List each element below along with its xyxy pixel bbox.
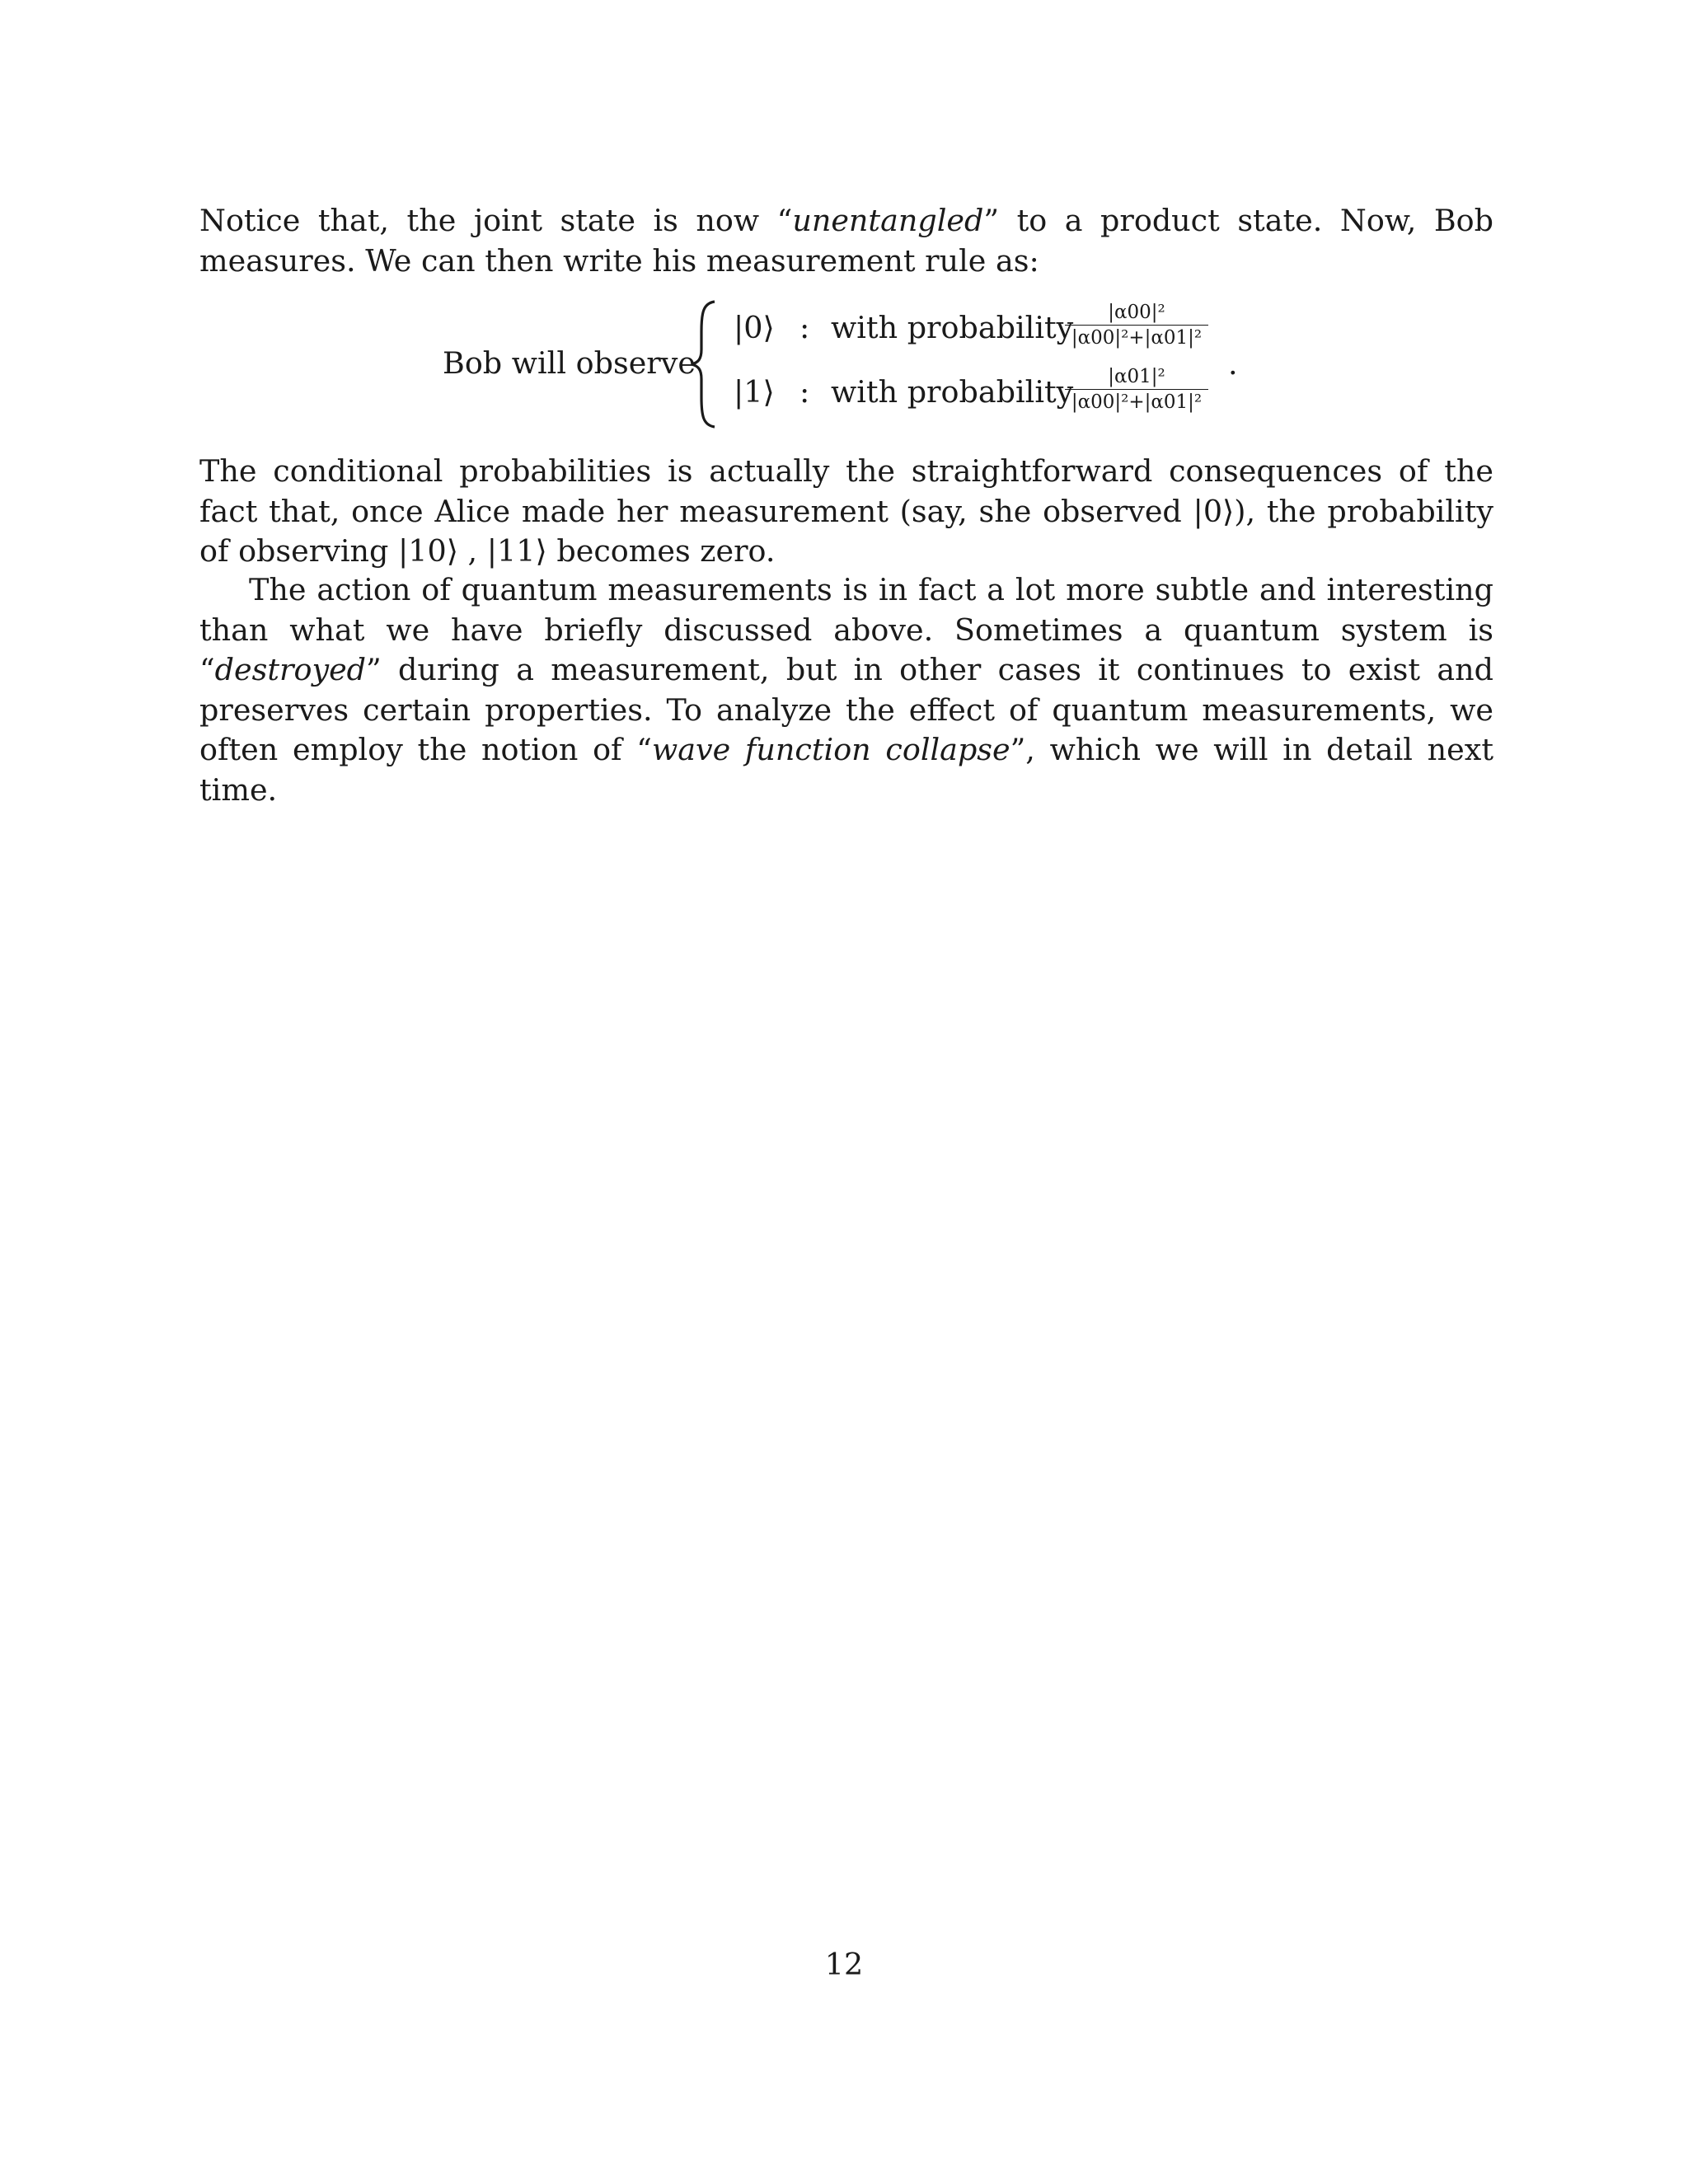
emphasis-destroyed: destroyed bbox=[214, 652, 367, 687]
probability-fraction bbox=[1065, 363, 1208, 413]
case-colon: : bbox=[799, 374, 810, 410]
paragraph-product-state bbox=[199, 201, 1493, 281]
paragraph-text: ”, which we will in detail next time. bbox=[199, 732, 1494, 808]
fraction-numerator: |α00|² bbox=[1108, 302, 1165, 323]
case-text: with probability bbox=[831, 310, 1074, 345]
emphasis-wave-function-collapse: wave function collapse bbox=[651, 732, 1010, 767]
fraction-denominator: |α00|²+|α01|² bbox=[1071, 327, 1203, 349]
paragraph-conditional-probabilities: The conditional probabilities is actually the straightforward consequences of the fact that, once Alice made her measurement (say, she observed |0⟩), the probability of observing |10⟩ , |11⟩ becomes zero. bbox=[199, 453, 1493, 569]
case-colon: : bbox=[799, 310, 810, 345]
left-brace bbox=[688, 298, 721, 430]
fraction-bar bbox=[1065, 325, 1208, 326]
ket-zero: |0⟩ bbox=[734, 310, 775, 345]
paragraph-text: The action of quantum measurements is in fact a lot more subtle and interesting than what we have briefly discussed above. Sometimes a quantum system is “ bbox=[199, 572, 1493, 687]
fraction-numerator: |α01|² bbox=[1108, 366, 1165, 387]
emphasis-unentangled: unentangled bbox=[792, 203, 984, 238]
equation-label: Bob will observe bbox=[443, 345, 696, 381]
page-number: 12 bbox=[824, 1947, 864, 1982]
paragraph-measurement-action bbox=[199, 570, 1493, 810]
paragraph-text: ” during a measurement, but in other cases it continues to exist and preserves certain properties. To analyze the effect of quantum measurements, we often employ the notion of “ bbox=[199, 652, 1493, 767]
paragraph-text: ” to a product state. Now, Bob measures. We can then write his measurement rule as: bbox=[199, 203, 1493, 279]
case-text: with probability bbox=[831, 374, 1074, 410]
probability-fraction bbox=[1065, 298, 1208, 349]
equation-period: . bbox=[1228, 346, 1238, 382]
fraction-bar bbox=[1065, 389, 1208, 390]
paragraph-text: Notice that, the joint state is now “ bbox=[199, 203, 793, 238]
ket-one: |1⟩ bbox=[734, 374, 775, 410]
fraction-denominator: |α00|²+|α01|² bbox=[1071, 391, 1203, 413]
display-equation bbox=[0, 298, 1688, 430]
